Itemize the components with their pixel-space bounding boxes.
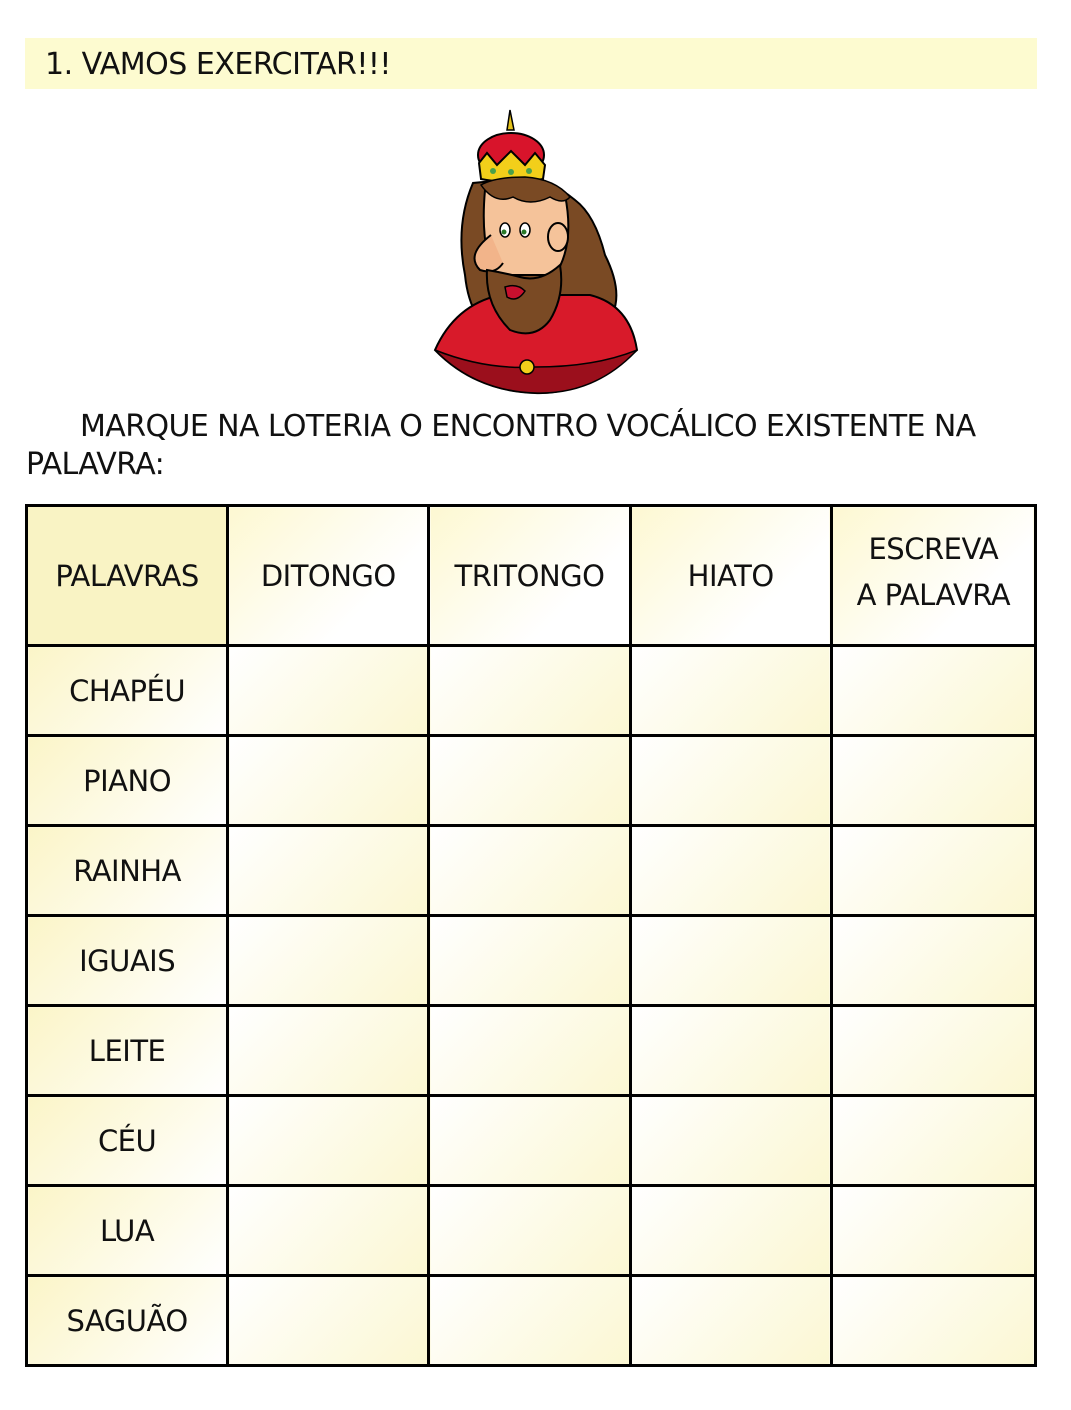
vowel-encounter-table <box>25 504 1037 1367</box>
tritongo-answer-cell[interactable] <box>429 1096 630 1186</box>
header-escreva-a-palavra <box>831 506 1035 646</box>
hiato-answer-cell[interactable] <box>630 1186 831 1276</box>
write-word-cell[interactable] <box>831 1096 1035 1186</box>
hiato-answer-cell[interactable] <box>630 736 831 826</box>
header-escreva-line1: ESCREVA <box>868 531 999 566</box>
write-word-cell[interactable] <box>831 646 1035 736</box>
header-escreva-line2: A PALAVRA <box>856 577 1011 612</box>
tritongo-answer-cell[interactable] <box>429 1186 630 1276</box>
ditongo-answer-cell[interactable] <box>228 646 429 736</box>
write-word-cell[interactable] <box>831 736 1035 826</box>
ditongo-answer-cell[interactable] <box>228 1006 429 1096</box>
word-cell: PIANO <box>27 736 228 826</box>
table-row <box>27 736 1036 826</box>
hiato-answer-cell[interactable] <box>630 1006 831 1096</box>
table-row <box>27 646 1036 736</box>
write-word-cell[interactable] <box>831 1276 1035 1366</box>
word-cell: LEITE <box>27 1006 228 1096</box>
word-cell: LUA <box>27 1186 228 1276</box>
hiato-answer-cell[interactable] <box>630 826 831 916</box>
tritongo-answer-cell[interactable] <box>429 826 630 916</box>
hiato-answer-cell[interactable] <box>630 1276 831 1366</box>
table-row <box>27 916 1036 1006</box>
write-word-cell[interactable] <box>831 1186 1035 1276</box>
table-row <box>27 1006 1036 1096</box>
word-cell: RAINHA <box>27 826 228 916</box>
tritongo-answer-cell[interactable] <box>429 1276 630 1366</box>
table-row <box>27 1096 1036 1186</box>
tritongo-answer-cell[interactable] <box>429 916 630 1006</box>
header-tritongo: TRITONGO <box>429 506 630 646</box>
header-palavras: PALAVRAS <box>27 506 228 646</box>
write-word-cell[interactable] <box>831 1006 1035 1096</box>
table-row <box>27 826 1036 916</box>
ditongo-answer-cell[interactable] <box>228 1096 429 1186</box>
hiato-answer-cell[interactable] <box>630 916 831 1006</box>
ditongo-answer-cell[interactable] <box>228 1276 429 1366</box>
ditongo-answer-cell[interactable] <box>228 826 429 916</box>
word-cell: CHAPÉU <box>27 646 228 736</box>
tritongo-answer-cell[interactable] <box>429 1006 630 1096</box>
hiato-answer-cell[interactable] <box>630 646 831 736</box>
ditongo-answer-cell[interactable] <box>228 736 429 826</box>
table-row <box>27 1276 1036 1366</box>
ditongo-answer-cell[interactable] <box>228 916 429 1006</box>
tritongo-answer-cell[interactable] <box>429 646 630 736</box>
table-header-row <box>27 506 1036 646</box>
king-illustration <box>425 105 645 395</box>
ditongo-answer-cell[interactable] <box>228 1186 429 1276</box>
instruction-text: MARQUE NA LOTERIA O ENCONTRO VOCÁLICO EXISTENTE NA PALAVRA: <box>26 409 976 482</box>
word-cell: IGUAIS <box>27 916 228 1006</box>
table-row <box>27 1186 1036 1276</box>
word-cell: SAGUÃO <box>27 1276 228 1366</box>
word-cell: CÉU <box>27 1096 228 1186</box>
header-hiato: HIATO <box>630 506 831 646</box>
write-word-cell[interactable] <box>831 826 1035 916</box>
tritongo-answer-cell[interactable] <box>429 736 630 826</box>
hiato-answer-cell[interactable] <box>630 1096 831 1186</box>
header-ditongo: DITONGO <box>228 506 429 646</box>
exercise-title: 1. VAMOS EXERCITAR!!! <box>25 38 1037 89</box>
write-word-cell[interactable] <box>831 916 1035 1006</box>
